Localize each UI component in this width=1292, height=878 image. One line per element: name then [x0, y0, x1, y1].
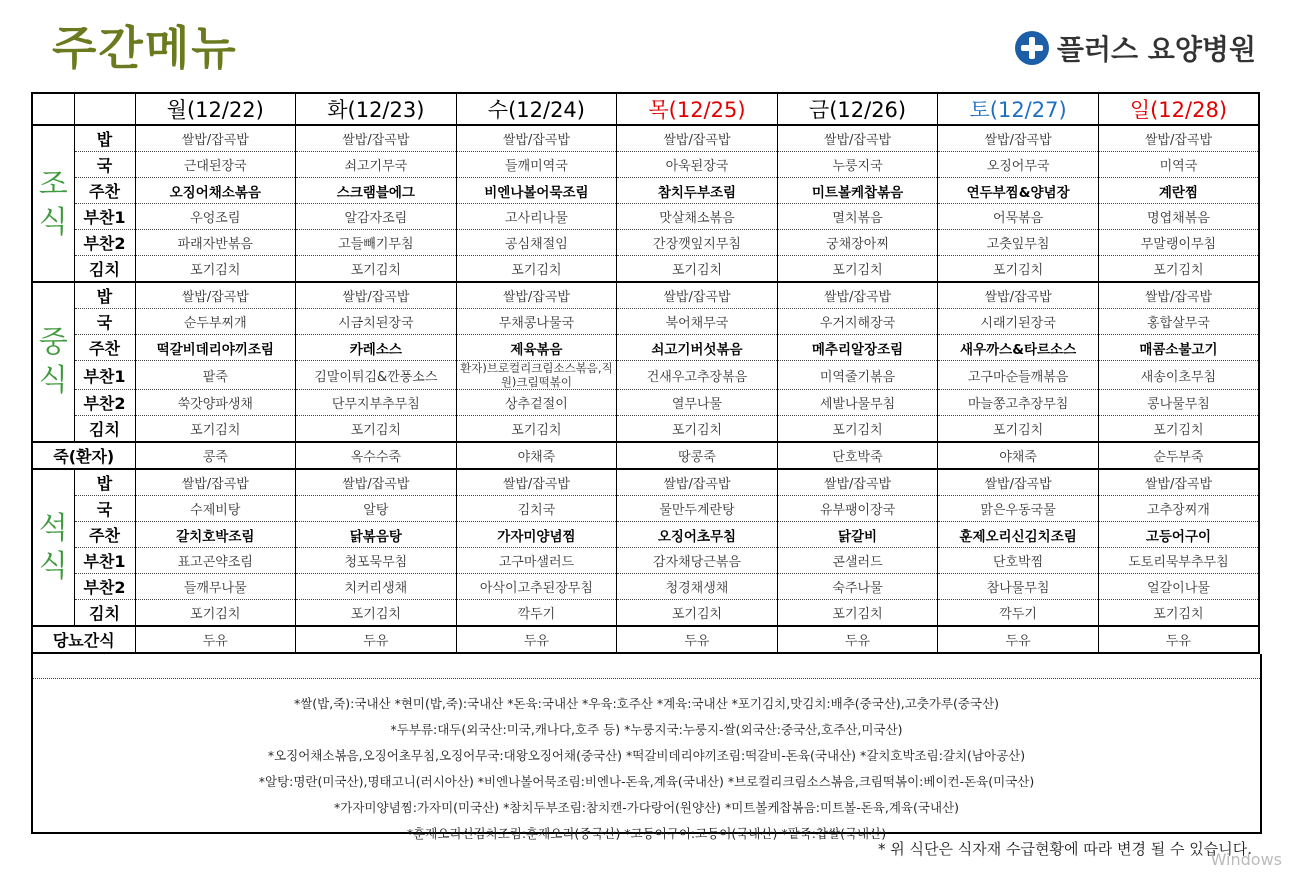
- menu-cell: 고구마샐러드: [456, 548, 617, 574]
- menu-cell: 훈제오리신김치조림: [938, 522, 1099, 548]
- menu-cell: 순두부죽: [1098, 442, 1259, 469]
- meal-label-char: 석: [38, 510, 68, 546]
- menu-cell: 포기김치: [135, 600, 296, 627]
- menu-row: [32, 125, 1259, 152]
- meal-label-breakfast: [32, 125, 74, 282]
- menu-row: [32, 522, 1259, 548]
- row-label: 부찬1: [74, 204, 135, 230]
- menu-cell: 두유: [938, 626, 1099, 653]
- porridge-row: [32, 442, 1259, 469]
- menu-cell: 포기김치: [777, 600, 938, 627]
- menu-row: [32, 548, 1259, 574]
- menu-cell: 떡갈비데리야끼조림: [135, 335, 296, 361]
- cross-logo-icon: [1015, 31, 1049, 65]
- row-label: 부찬2: [74, 574, 135, 600]
- menu-cell: 두유: [777, 626, 938, 653]
- menu-row: [32, 335, 1259, 361]
- row-label: 당뇨간식: [32, 626, 135, 653]
- hospital-brand: [1015, 28, 1256, 68]
- menu-cell: 무채콩나물국: [456, 309, 617, 335]
- menu-cell: 명엽채볶음: [1098, 204, 1259, 230]
- menu-cell: 쌀밥/잡곡밥: [456, 125, 617, 152]
- row-label: 주찬: [74, 335, 135, 361]
- day-header-fri: 금(12/26): [777, 93, 938, 125]
- menu-cell: 포기김치: [456, 256, 617, 283]
- menu-cell: 새우까스&타르소스: [938, 335, 1099, 361]
- menu-cell: 건새우고추장볶음: [617, 361, 778, 390]
- origin-note: *오징어채소볶음,오징어초무침,오징어무국:대왕오징어채(중국산) *떡갈비데리야끼조림:떡갈비-돈육(국내산) *갈치호박조림:갈치(남아공산): [267, 748, 1026, 763]
- menu-cell: 두유: [1098, 626, 1259, 653]
- menu-cell: 누룽지국: [777, 152, 938, 178]
- menu-cell: 치커리생채: [296, 574, 457, 600]
- menu-cell: 맛살채소볶음: [617, 204, 778, 230]
- menu-cell: 근대된장국: [135, 152, 296, 178]
- menu-row: [32, 469, 1259, 496]
- origin-notes-box: [31, 654, 1262, 841]
- menu-cell: 포기김치: [135, 416, 296, 443]
- row-label: 김치: [74, 600, 135, 627]
- menu-cell: 들깨무나물: [135, 574, 296, 600]
- row-label: 부찬1: [74, 361, 135, 390]
- row-label: 밥: [74, 282, 135, 309]
- menu-cell: 참나물무침: [938, 574, 1099, 600]
- row-label: 주찬: [74, 522, 135, 548]
- meal-label-char: 조: [38, 166, 68, 202]
- menu-cell: 감자채당근볶음: [617, 548, 778, 574]
- menu-cell: 닭볶음탕: [296, 522, 457, 548]
- menu-row: [32, 204, 1259, 230]
- menu-row: [32, 256, 1259, 283]
- menu-cell: 환자)브로컬리크림소스볶음,직원)크림떡볶이: [456, 361, 617, 390]
- menu-cell: 수제비탕: [135, 496, 296, 522]
- menu-cell: 쌀밥/잡곡밥: [777, 469, 938, 496]
- menu-cell: 포기김치: [617, 416, 778, 443]
- menu-cell: 닭갈비: [777, 522, 938, 548]
- menu-cell: 콘샐러드: [777, 548, 938, 574]
- menu-cell: 미역국: [1098, 152, 1259, 178]
- row-label: 부찬2: [74, 390, 135, 416]
- menu-cell: 쌀밥/잡곡밥: [135, 282, 296, 309]
- menu-cell: 가자미양념찜: [456, 522, 617, 548]
- row-label: 김치: [74, 416, 135, 443]
- menu-cell: 마늘쫑고추장무침: [938, 390, 1099, 416]
- menu-cell: 쌀밥/잡곡밥: [1098, 282, 1259, 309]
- menu-cell: 쌀밥/잡곡밥: [617, 469, 778, 496]
- menu-cell: 시금치된장국: [296, 309, 457, 335]
- day-header-sat: 토(12/27): [938, 93, 1099, 125]
- menu-cell: 단호박찜: [938, 548, 1099, 574]
- menu-cell: 쌀밥/잡곡밥: [135, 125, 296, 152]
- menu-cell: 깍두기: [456, 600, 617, 627]
- day-header-row: [32, 93, 1259, 125]
- menu-cell: 포기김치: [1098, 416, 1259, 443]
- row-label: 김치: [74, 256, 135, 283]
- weekly-menu-table: [31, 92, 1260, 654]
- menu-row: [32, 282, 1259, 309]
- menu-cell: 오징어채소볶음: [135, 178, 296, 204]
- menu-cell: 포기김치: [456, 416, 617, 443]
- snack-row: [32, 626, 1259, 653]
- menu-cell: 포기김치: [296, 256, 457, 283]
- meal-label-char: 식: [38, 204, 68, 240]
- menu-cell: 옥수수죽: [296, 442, 457, 469]
- menu-cell: 두유: [617, 626, 778, 653]
- menu-row: [32, 230, 1259, 256]
- menu-row: [32, 152, 1259, 178]
- row-label: 부찬2: [74, 230, 135, 256]
- menu-cell: 물만두계란탕: [617, 496, 778, 522]
- menu-cell: 궁채장아찌: [777, 230, 938, 256]
- menu-cell: 쌀밥/잡곡밥: [456, 282, 617, 309]
- menu-cell: 열무나물: [617, 390, 778, 416]
- meal-label-char: 중: [38, 325, 68, 360]
- menu-cell: 계란찜: [1098, 178, 1259, 204]
- windows-watermark: Windows: [1210, 850, 1282, 869]
- row-label: 국: [74, 152, 135, 178]
- menu-cell: 쌀밥/잡곡밥: [296, 125, 457, 152]
- menu-cell: 알감자조림: [296, 204, 457, 230]
- row-label: 밥: [74, 469, 135, 496]
- menu-cell: 두유: [296, 626, 457, 653]
- menu-cell: 쌀밥/잡곡밥: [617, 125, 778, 152]
- menu-cell: 스크램블에그: [296, 178, 457, 204]
- menu-cell: 쌀밥/잡곡밥: [938, 282, 1099, 309]
- menu-cell: 맑은우동국물: [938, 496, 1099, 522]
- menu-cell: 홍합살무국: [1098, 309, 1259, 335]
- menu-cell: 쌀밥/잡곡밥: [296, 469, 457, 496]
- menu-cell: 쌀밥/잡곡밥: [777, 282, 938, 309]
- menu-cell: 어묵볶음: [938, 204, 1099, 230]
- menu-cell: 아욱된장국: [617, 152, 778, 178]
- menu-cell: 포기김치: [1098, 256, 1259, 283]
- menu-cell: 김말이튀김&깐풍소스: [296, 361, 457, 390]
- meal-label-lunch: [32, 282, 74, 442]
- menu-cell: 팥죽: [135, 361, 296, 390]
- menu-row: [32, 309, 1259, 335]
- row-label: 국: [74, 309, 135, 335]
- day-header-tue: 화(12/23): [296, 93, 457, 125]
- menu-cell: 청포묵무침: [296, 548, 457, 574]
- menu-cell: 포기김치: [296, 600, 457, 627]
- menu-row: [32, 178, 1259, 204]
- meal-label-char: 식: [38, 363, 68, 398]
- menu-row: [32, 600, 1259, 627]
- menu-cell: 쌀밥/잡곡밥: [135, 469, 296, 496]
- menu-cell: 쌀밥/잡곡밥: [296, 282, 457, 309]
- menu-cell: 상추겉절이: [456, 390, 617, 416]
- origin-note: *두부류:대두(외국산:미국,캐나다,호주 등) *누룽지국:누룽지-쌀(외국산:중국산,호주산,미국산): [390, 722, 903, 737]
- menu-cell: 숙주나물: [777, 574, 938, 600]
- menu-cell: 쌀밥/잡곡밥: [1098, 469, 1259, 496]
- menu-cell: 고사리나물: [456, 204, 617, 230]
- menu-cell: 갈치호박조림: [135, 522, 296, 548]
- menu-cell: 미트볼케찹볶음: [777, 178, 938, 204]
- menu-cell: 북어채무국: [617, 309, 778, 335]
- menu-cell: 쑥갓양파생채: [135, 390, 296, 416]
- menu-cell: 세발나물무침: [777, 390, 938, 416]
- menu-row: [32, 416, 1259, 443]
- menu-cell: 포기김치: [777, 416, 938, 443]
- menu-cell: 들깨미역국: [456, 152, 617, 178]
- menu-row: [32, 574, 1259, 600]
- menu-cell: 멸치볶음: [777, 204, 938, 230]
- menu-cell: 깍두기: [938, 600, 1099, 627]
- menu-cell: 무말랭이무침: [1098, 230, 1259, 256]
- menu-cell: 오징어무국: [938, 152, 1099, 178]
- menu-cell: 쇠고기무국: [296, 152, 457, 178]
- menu-cell: 고구마순들깨볶음: [938, 361, 1099, 390]
- menu-cell: 포기김치: [1098, 600, 1259, 627]
- menu-cell: 콩죽: [135, 442, 296, 469]
- menu-row: [32, 361, 1259, 390]
- menu-cell: 미역줄기볶음: [777, 361, 938, 390]
- menu-cell: 우엉조림: [135, 204, 296, 230]
- menu-cell: 고들빼기무침: [296, 230, 457, 256]
- row-label: 밥: [74, 125, 135, 152]
- menu-cell: 포기김치: [777, 256, 938, 283]
- menu-cell: 포기김치: [296, 416, 457, 443]
- day-header-thu: 목(12/25): [617, 93, 778, 125]
- menu-cell: 새송이초무침: [1098, 361, 1259, 390]
- menu-cell: 고춧잎무침: [938, 230, 1099, 256]
- menu-cell: 두유: [456, 626, 617, 653]
- menu-cell: 비엔나볼어묵조림: [456, 178, 617, 204]
- disclaimer-text: * 위 식단은 식자재 수급현황에 따라 변경 될 수 있습니다.: [878, 840, 1252, 858]
- hospital-name: 플러스 요양병원: [1056, 33, 1256, 66]
- menu-cell: 유부팽이장국: [777, 496, 938, 522]
- menu-cell: 쇠고기버섯볶음: [617, 335, 778, 361]
- menu-row: [32, 496, 1259, 522]
- menu-cell: 포기김치: [617, 256, 778, 283]
- menu-cell: 청경채생채: [617, 574, 778, 600]
- day-header-mon: 월(12/22): [135, 93, 296, 125]
- menu-cell: 매콤소불고기: [1098, 335, 1259, 361]
- menu-cell: 도토리묵부추무침: [1098, 548, 1259, 574]
- menu-cell: 시래기된장국: [938, 309, 1099, 335]
- menu-cell: 간장깻잎지무침: [617, 230, 778, 256]
- origin-note: *훈제오리신김치조림:훈제오리(중국산) *고등어구이:고등어(국내산) *팥죽:찹쌀(국내산): [406, 826, 887, 841]
- menu-cell: 콩나물무침: [1098, 390, 1259, 416]
- menu-cell: 쌀밥/잡곡밥: [1098, 125, 1259, 152]
- menu-cell: 야채죽: [456, 442, 617, 469]
- menu-cell: 쌀밥/잡곡밥: [456, 469, 617, 496]
- menu-cell: 우거지해장국: [777, 309, 938, 335]
- page-title: 주간메뉴: [52, 21, 238, 75]
- menu-cell: 두유: [135, 626, 296, 653]
- menu-cell: 공심채절임: [456, 230, 617, 256]
- origin-note: *알탕:명란(미국산),명태고니(러시아산) *비엔나볼어묵조림:비엔나-돈육,계육(국내산) *브로컬리크림소스볶음,크림떡볶이:베이컨-돈육(미국산): [258, 774, 1035, 789]
- menu-cell: 포기김치: [938, 256, 1099, 283]
- menu-cell: 메추리알장조림: [777, 335, 938, 361]
- menu-cell: 포기김치: [938, 416, 1099, 443]
- row-label: 주찬: [74, 178, 135, 204]
- day-header-sun: 일(12/28): [1098, 93, 1259, 125]
- menu-cell: 고등어구이: [1098, 522, 1259, 548]
- menu-cell: 알탕: [296, 496, 457, 522]
- menu-cell: 김치국: [456, 496, 617, 522]
- menu-cell: 연두부찜&양념장: [938, 178, 1099, 204]
- menu-cell: 쌀밥/잡곡밥: [938, 125, 1099, 152]
- menu-cell: 야채죽: [938, 442, 1099, 469]
- menu-cell: 단호박죽: [777, 442, 938, 469]
- menu-cell: 땅콩죽: [617, 442, 778, 469]
- menu-cell: 포기김치: [135, 256, 296, 283]
- menu-body: [32, 125, 1259, 653]
- meal-label-char: 식: [38, 548, 68, 584]
- meal-label-dinner: [32, 469, 74, 626]
- menu-row: [32, 390, 1259, 416]
- menu-cell: 제육볶음: [456, 335, 617, 361]
- menu-cell: 카레소스: [296, 335, 457, 361]
- row-label: 죽(환자): [32, 442, 135, 469]
- menu-cell: 순두부찌개: [135, 309, 296, 335]
- menu-cell: 단무지부추무침: [296, 390, 457, 416]
- menu-cell: 파래자반볶음: [135, 230, 296, 256]
- row-label: 부찬1: [74, 548, 135, 574]
- row-label: 국: [74, 496, 135, 522]
- menu-cell: 오징어초무침: [617, 522, 778, 548]
- menu-cell: 고추장찌개: [1098, 496, 1259, 522]
- menu-cell: 포기김치: [617, 600, 778, 627]
- menu-cell: 쌀밥/잡곡밥: [777, 125, 938, 152]
- origin-note: *가자미양념찜:가자미(미국산) *참치두부조림:참치캔-가다랑어(원양산) *미트볼케찹볶음:미트볼-돈육,계육(국내산): [334, 800, 959, 815]
- menu-cell: 참치두부조림: [617, 178, 778, 204]
- menu-cell: 표고곤약조림: [135, 548, 296, 574]
- menu-cell: 쌀밥/잡곡밥: [617, 282, 778, 309]
- menu-cell: 쌀밥/잡곡밥: [938, 469, 1099, 496]
- day-header-wed: 수(12/24): [456, 93, 617, 125]
- origin-note: *쌀(밥,죽):국내산 *현미(밥,죽):국내산 *돈육:국내산 *우육:호주산 *계육:국내산 *포기김치,맛김치:배추(중국산),고춧가루(중국산): [293, 696, 1000, 711]
- menu-cell: 아삭이고추된장무침: [456, 574, 617, 600]
- menu-cell: 얼갈이나물: [1098, 574, 1259, 600]
